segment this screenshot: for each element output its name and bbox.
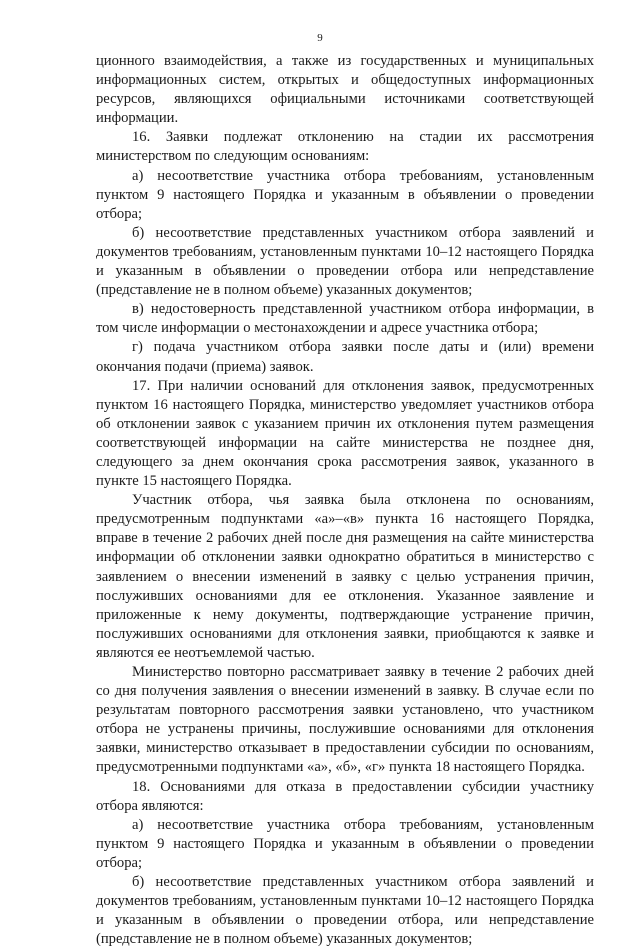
paragraph-item-16-b: б) несоответствие представленных участником отбора заявлений и документов требованиям, установленным пунктами 10–12 настоящего Порядка и указанным в объявлении о проведении отбора или непредставление (представление не в полном объеме) указанных документов; [96,224,594,299]
document-body [96,52,594,949]
paragraph-item-18: 18. Основаниями для отказа в предоставлении субсидии участнику отбора являются: [96,778,594,814]
paragraph-item-16-a: а) несоответствие участника отбора требованиям, установленным пунктом 9 настоящего Порядка и указанным в объявлении о проведении отбора; [96,167,594,222]
paragraph-item-17: 17. При наличии оснований для отклонения заявок, предусмотренных пунктом 16 настоящего Порядка, министерство уведомляет участников отбора об отклонении заявок с указанием причин их отклонения путем размещения соответствующей информации на сайте министерства не позднее дня, следующего за днем окончания срока рассмотрения заявок, указанного в пункте 15 настоящего Порядка. [96,377,594,490]
paragraph-item-18-b: б) несоответствие представленных участником отбора заявлений и документов требованиям, установленным пунктами 10–12 настоящего Порядка и указанным в объявлении о проведении отбора, или непредставление (представление не в полном объеме) указанных документов; [96,874,594,948]
paragraph-item-17-review: Министерство повторно рассматривает заявку в течение 2 рабочих дней со дня получения заявления о внесении изменений в заявку. В случае если по результатам повторного рассмотрения заявки установлено, что участником отбора не устранены причины, послужившие основаниями для отклонения заявки, министерство отказывает в предоставлении субсидии по основаниям, предусмотренными подпунктами «а», «б», «г» пункта 18 настоящего Порядка. [96,664,594,776]
page-number: 9 [317,32,323,44]
paragraph-item-18-a: а) несоответствие участника отбора требованиям, установленным пунктом 9 настоящего Порядка и указанным в объявлении о проведении отбора; [96,816,594,871]
paragraph-continuation: ционного взаимодействия, а также из государственных и муниципальных информационных систем, открытых и общедоступных информационных ресурсов, являющихся официальными источниками соответствующей информации. [96,53,594,127]
paragraph-item-16-g: г) подача участником отбора заявки после даты и (или) времени окончания подачи (приема) заявок. [96,339,594,375]
paragraph-item-16: 16. Заявки подлежат отклонению на стадии их рассмотрения министерством по следующим основаниям: [96,129,594,165]
paragraph-item-16-v: в) недостоверность представленной участником отбора информации, в том числе информации о местонахождении и адресе участника отбора; [96,301,594,337]
paragraph-item-17-resubmission: Участник отбора, чья заявка была отклонена по основаниям, предусмотренным подпунктами «а»–«в» пункта 16 настоящего Порядка, вправе в течение 2 рабочих дней после дня размещения на сайте министерства информации об отклонении заявки однократно обратиться в министерство с заявлением о внесении изменений в заявку с целью устранения причин, послуживших основаниями для ее отклонения. Указанное заявление и приложенные к нему документы, подтверждающие устранение причин, послуживших основаниями для отклонения заявки, приобщаются к заявке и являются ее неотъемлемой частью. [96,492,594,661]
